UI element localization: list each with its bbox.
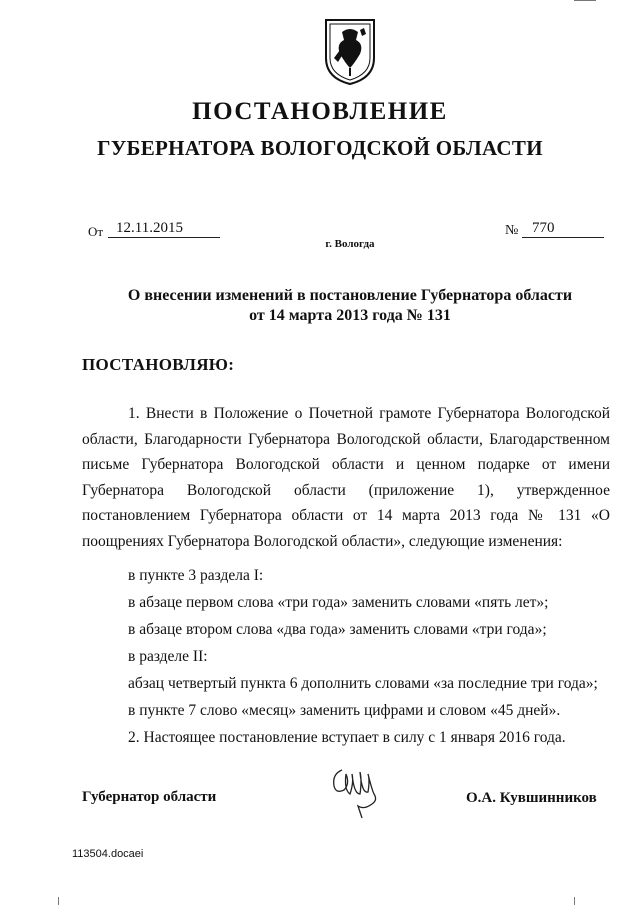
scan-mark bbox=[574, 897, 575, 905]
signature-image bbox=[328, 760, 384, 820]
paragraph-1: 1. Внести в Положение о Почетной грамоте Губернатора Вологодской области, Благодарности Губернатора Вологодской области, Благодарственном письме Губернатора Вологодской области и ценном подарке от имени Губернатора Вологодской области (приложение 1), утвержденное постановлением Губернатора области от 14 марта 2013 года № 131 «О поощрениях Губернатора Вологодской области», следующие изменения: bbox=[82, 405, 610, 550]
subject-line-1: О внесении изменений в постановление Губернатора области bbox=[127, 287, 573, 304]
document-file-id: 113504.docaei bbox=[72, 848, 144, 860]
list-item: абзац четвертый пункта 6 дополнить словами «за последние три года»; bbox=[128, 675, 598, 692]
document-subtitle: ГУБЕРНАТОРА ВОЛОГОДСКОЙ ОБЛАСТИ bbox=[97, 136, 543, 160]
document-number: 770 bbox=[522, 220, 604, 238]
list-item: в разделе II: bbox=[128, 648, 208, 665]
list-item: в пункте 3 раздела I: bbox=[128, 567, 264, 584]
list-item: в абзаце первом слова «три года» заменить словами «пять лет»; bbox=[128, 594, 549, 611]
document-date: 12.11.2015 bbox=[108, 220, 220, 238]
coat-of-arms-icon bbox=[324, 18, 376, 86]
signatory-position: Губернатор области bbox=[82, 789, 217, 805]
decree-word: ПОСТАНОВЛЯЮ: bbox=[82, 355, 235, 374]
list-item: в абзаце втором слова «два года» заменить словами «три года»; bbox=[128, 621, 547, 638]
signatory-name: О.А. Кувшинников bbox=[466, 790, 597, 806]
subject-line-2: от 14 марта 2013 года № 131 bbox=[249, 307, 451, 324]
list-item: в пункте 7 слово «месяц» заменить цифрами и словом «45 дней». bbox=[128, 702, 561, 719]
paragraph-2: 2. Настоящее постановление вступает в силу с 1 января 2016 года. bbox=[128, 729, 566, 746]
document-title: ПОСТАНОВЛЕНИЕ bbox=[192, 98, 448, 125]
city-label: г. Вологда bbox=[325, 238, 375, 250]
scan-mark bbox=[58, 897, 59, 905]
date-label: От bbox=[88, 224, 104, 239]
document-subject bbox=[70, 286, 630, 326]
scan-mark bbox=[574, 0, 596, 1]
number-label: № bbox=[505, 223, 519, 238]
